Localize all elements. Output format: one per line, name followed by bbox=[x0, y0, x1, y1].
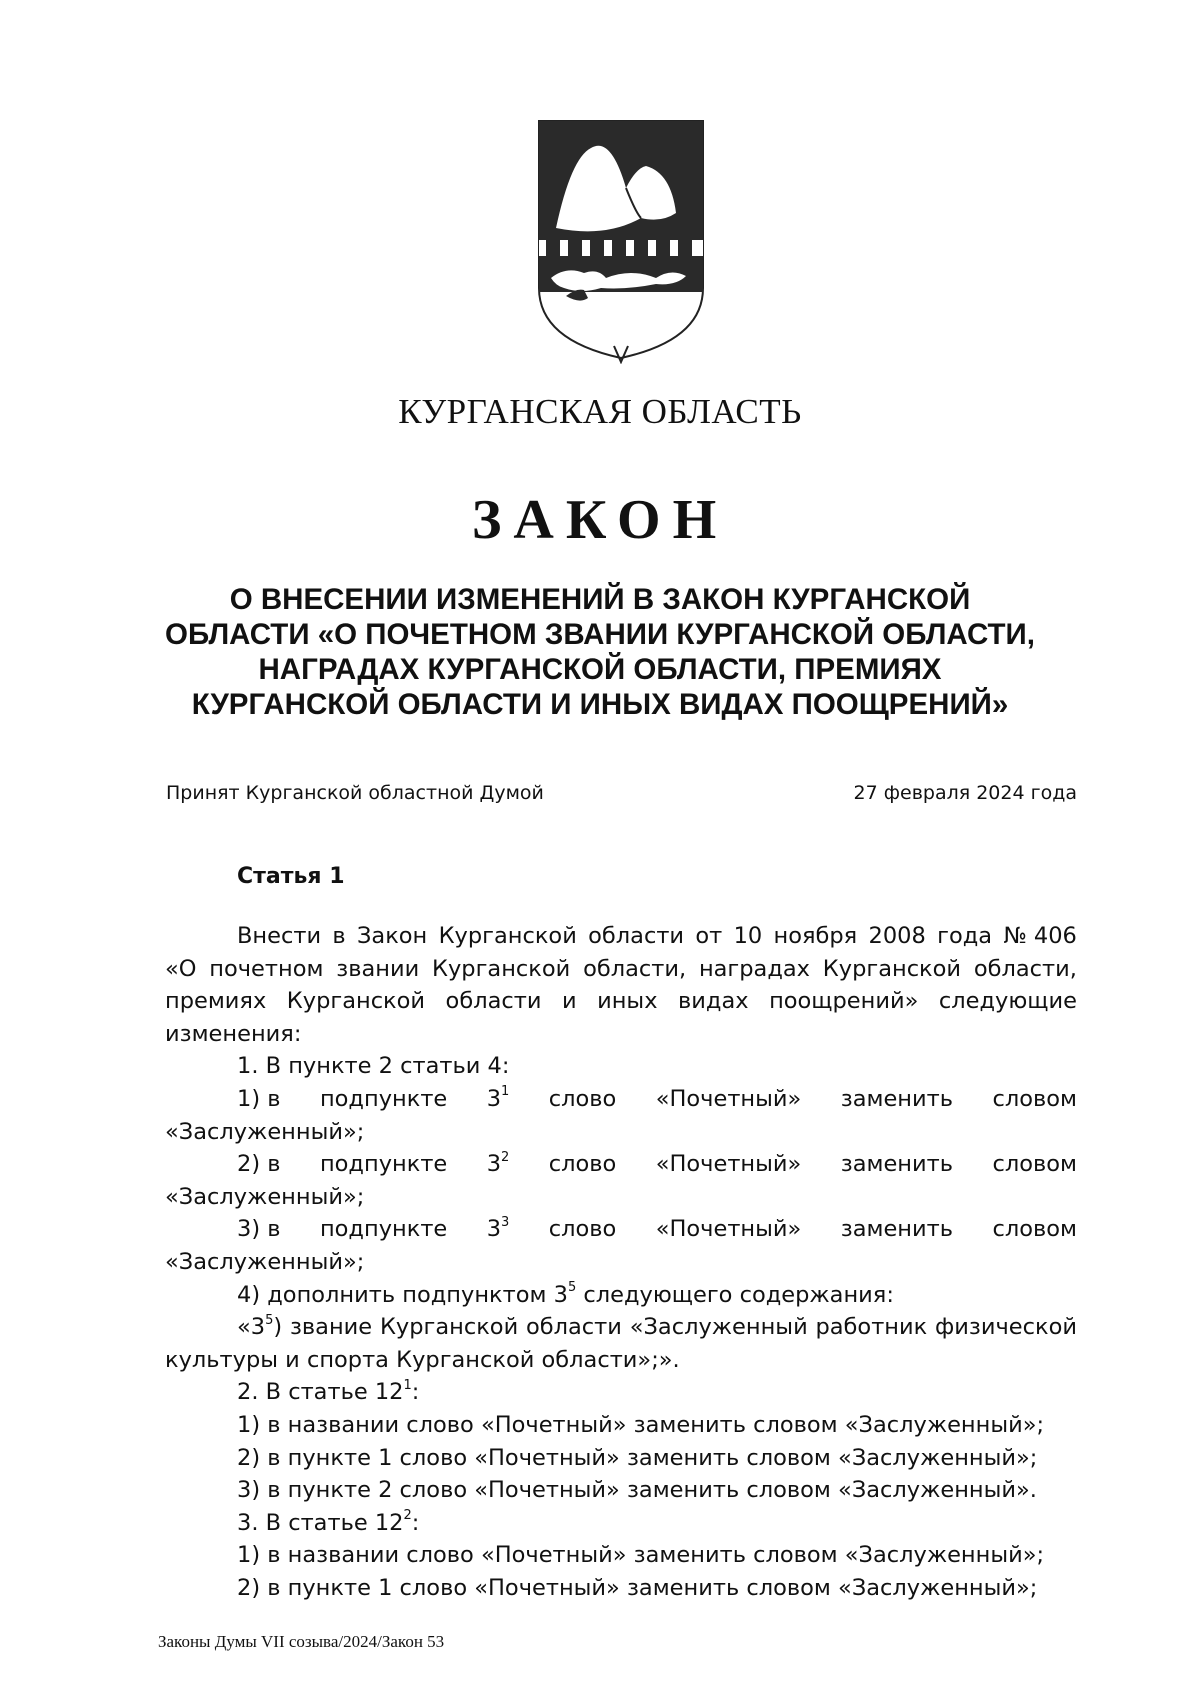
adoption-date: 27 февраля 2024 года bbox=[853, 782, 1077, 804]
coat-of-arms-emblem bbox=[536, 118, 706, 364]
law-title bbox=[140, 582, 1060, 722]
law-title-line: ОБЛАСТИ «О ПОЧЕТНОМ ЗВАНИИ КУРГАНСКОЙ ОБЛАСТИ, bbox=[165, 618, 1035, 651]
paragraph-line: премиях Курганской области и иных видах поощрений» следующие bbox=[165, 988, 1077, 1015]
subitem-line: 3) в подпункте $3^3$ слово «Почетный» заменить словом bbox=[237, 1214, 1077, 1243]
subitem-line: «Заслуженный»; bbox=[165, 1183, 365, 1210]
subitem-line: «Заслуженный»; bbox=[165, 1248, 365, 1275]
law-title-line: КУРГАНСКОЙ ОБЛАСТИ И ИНЫХ ВИДАХ ПООЩРЕНИЙ» bbox=[191, 688, 1009, 721]
adopted-by: Принят Курганской областной Думой bbox=[166, 782, 544, 804]
quoted-line: «$3^5$) звание Курганской области «Заслуженный работник физической bbox=[237, 1312, 1077, 1341]
subitem-line: 1) в названии слово «Почетный» заменить словом «Заслуженный»; bbox=[237, 1542, 1045, 1569]
subitem-line: 2) в пункте 1 слово «Почетный» заменить словом «Заслуженный»; bbox=[237, 1444, 1038, 1471]
law-title-line: О ВНЕСЕНИИ ИЗМЕНЕНИЙ В ЗАКОН КУРГАНСКОЙ bbox=[229, 583, 971, 616]
subitem-line: 3) в пункте 2 слово «Почетный» заменить словом «Заслуженный». bbox=[237, 1477, 1037, 1504]
page-footer: Законы Думы VII созыва/2024/Закон 53 bbox=[158, 1632, 445, 1651]
document-type: ЗАКОН bbox=[471, 489, 729, 551]
subitem-line: 1) в подпункте $3^1$ слово «Почетный» заменить словом bbox=[237, 1084, 1077, 1112]
paragraph-line: Внести в Закон Курганской области от 10 ноября 2008 года № 406 bbox=[237, 923, 1077, 949]
article-title: Статья 1 bbox=[237, 864, 345, 889]
subitem-line: «Заслуженный»; bbox=[165, 1118, 365, 1145]
item-heading: 1. В пункте 2 статьи 4: bbox=[237, 1053, 510, 1080]
subitem-line: 2) в подпункте $3^2$ слово «Почетный» заменить словом bbox=[237, 1149, 1077, 1178]
law-title-line: НАГРАДАХ КУРГАНСКОЙ ОБЛАСТИ, ПРЕМИЯХ bbox=[258, 653, 942, 686]
region-name: КУРГАНСКАЯ ОБЛАСТЬ bbox=[398, 392, 802, 431]
article-body bbox=[165, 920, 1077, 1604]
quoted-line: культуры и спорта Курганской области»;». bbox=[165, 1346, 680, 1373]
paragraph-line: «О почетном звании Курганской области, наградах Курганской области, bbox=[165, 955, 1077, 982]
subitem-line: 2) в пункте 1 слово «Почетный» заменить словом «Заслуженный»; bbox=[237, 1574, 1038, 1601]
subitem-line: 1) в названии слово «Почетный» заменить словом «Заслуженный»; bbox=[237, 1411, 1045, 1438]
item-heading: 2. В статье $12^1$: bbox=[237, 1377, 420, 1406]
subitem-line: 4) дополнить подпунктом $3^5$ следующего содержания: bbox=[237, 1280, 894, 1308]
item-heading: 3. В статье $12^2$: bbox=[237, 1508, 420, 1536]
paragraph-line: изменения: bbox=[165, 1020, 302, 1047]
